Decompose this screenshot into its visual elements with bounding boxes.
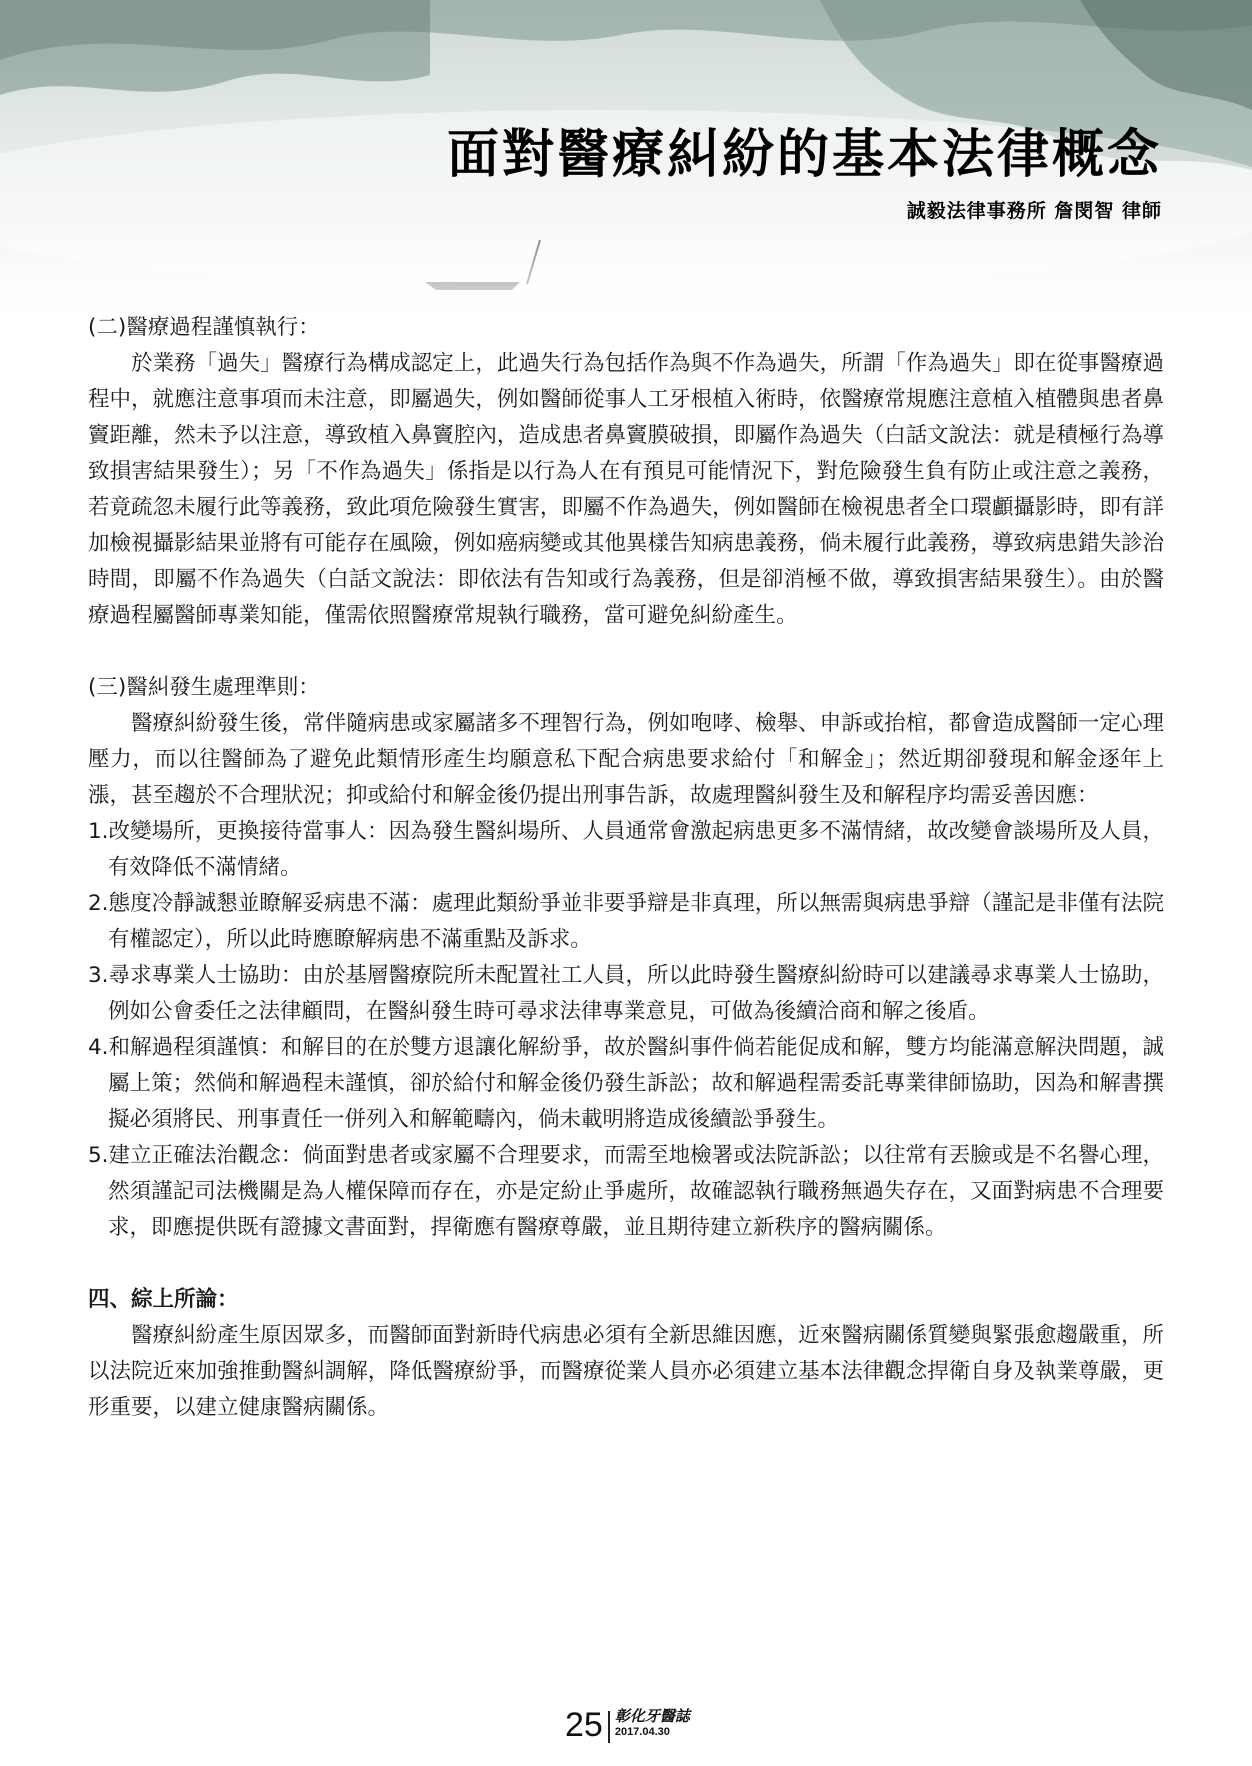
tree-line: [0, 0, 430, 95]
footer-divider: [608, 1711, 610, 1743]
list-item: 3.尋求專業人士協助：由於基層醫療院所未配置社工人員，所以此時發生醫療糾紛時可以建議尋求專業人士協助，例如公會委任之法律顧問，在醫糾發生時可尋求法律專業意見，可做為後續洽商和解之後盾。: [88, 963, 1164, 1024]
section-2-heading: (二)醫療過程謹慎執行：: [88, 315, 320, 340]
page-title: 面對醫療糾紛的基本法律概念: [446, 124, 1162, 185]
author-line: 誠毅法律事務所 詹閔智 律師: [906, 200, 1162, 222]
list-item: 5.建立正確法治觀念：倘面對患者或家屬不合理要求，而需至地檢署或法院訴訟；以往常有丟臉或是不名譽心理，然須謹記司法機關是為人權保障而存在，亦是定紛止爭處所，故確認執行職務無過失存在，又面對病患不合理要求，即應提供既有證據文書面對，捍衛應有醫療尊嚴，並且期待建立新秩序的醫病關係。: [88, 1143, 1164, 1240]
article-body: [88, 310, 1164, 1426]
journal-name: 彰化牙醫誌: [614, 1707, 690, 1725]
section-4-heading: 四、綜上所論：: [88, 1287, 239, 1312]
spacer: [88, 1246, 1164, 1282]
section-3-paragraph: 醫療糾紛發生後，常伴隨病患或家屬諸多不理智行為，例如咆哮、檢舉、申訴或抬棺，都會造成醫師一定心理壓力，而以往醫師為了避免此類情形產生均願意私下配合病患要求給付「和解金」；然近期卻發現和解金逐年上漲，甚至趨於不合理狀況；抑或給付和解金後仍提出刑事告訴，故處理醫糾發生及和解程序均需妥善因應：: [88, 711, 1164, 808]
footer-meta: [615, 1707, 690, 1739]
list-item: 2.態度冷靜誠懇並瞭解妥病患不滿：處理此類紛爭並非要爭辯是非真理，所以無需與病患爭辯（謹記是非僅有法院有權認定），所以此時應瞭解病患不滿重點及訴求。: [88, 891, 1164, 952]
list-item: 4.和解過程須謹慎：和解目的在於雙方退讓化解紛爭，故於醫糾事件倘若能促成和解，雙方均能滿意解決問題，誠屬上策；然倘和解過程未謹慎，卻於給付和解金後仍發生訴訟；故和解過程需委託專業律師協助，因為和解書撰擬必須將民、刑事責任一併列入和解範疇內，倘未載明將造成後續訟爭發生。: [88, 1035, 1164, 1132]
spacer: [88, 634, 1164, 670]
issue-date: 2017.04.30: [614, 1726, 670, 1738]
section-2-paragraph: 於業務「過失」醫療行為構成認定上，此過失行為包括作為與不作為過失，所謂「作為過失」即在從事醫療過程中，就應注意事項而未注意，即屬過失，例如醫師從事人工牙根植入術時，依醫療常規應注意植入植體與患者鼻竇距離，然未予以注意，導致植入鼻竇腔內，造成患者鼻竇膜破損，即屬作為過失（白話文說法：就是積極行為導致損害結果發生）；另「不作為過失」係指是以行為人在有預見可能情況下，對危險發生負有防止或注意之義務，若竟疏忽未履行此等義務，致此項危險發生實害，即屬不作為過失，例如醫師在檢視患者全口環顱攝影時，即有詳加檢視攝影結果並將有可能存在風險，例如癌病變或其他異樣告知病患義務，倘未履行此義務，導致病患錯失診治時間，即屬不作為過失（白話文說法：即依法有告知或行為義務，但是卻消極不做，導致損害結果發生）。由於醫療過程屬醫師專業知能，僅需依照醫療常規執行職務，當可避免糾紛產生。: [88, 351, 1164, 628]
page-footer: [565, 1707, 690, 1743]
list-item: 1.改變場所，更換接待當事人：因為發生醫糾場所、人員通常會激起病患更多不滿情緒，故改變會談場所及人員，有效降低不滿情緒。: [88, 819, 1164, 880]
page-number: 25: [565, 1706, 603, 1744]
section-4-paragraph: 醫療糾紛產生原因眾多，而醫師面對新時代病患必須有全新思維因應，近來醫病關係質變與緊張愈趨嚴重，所以法院近來加強推動醫糾調解，降低醫療紛爭，而醫療從業人員亦必須建立基本法律觀念捍衛自身及執業尊嚴，更形重要，以建立健康醫病關係。: [88, 1323, 1164, 1420]
section-3-heading: (三)醫糾發生處理準則：: [88, 675, 320, 700]
